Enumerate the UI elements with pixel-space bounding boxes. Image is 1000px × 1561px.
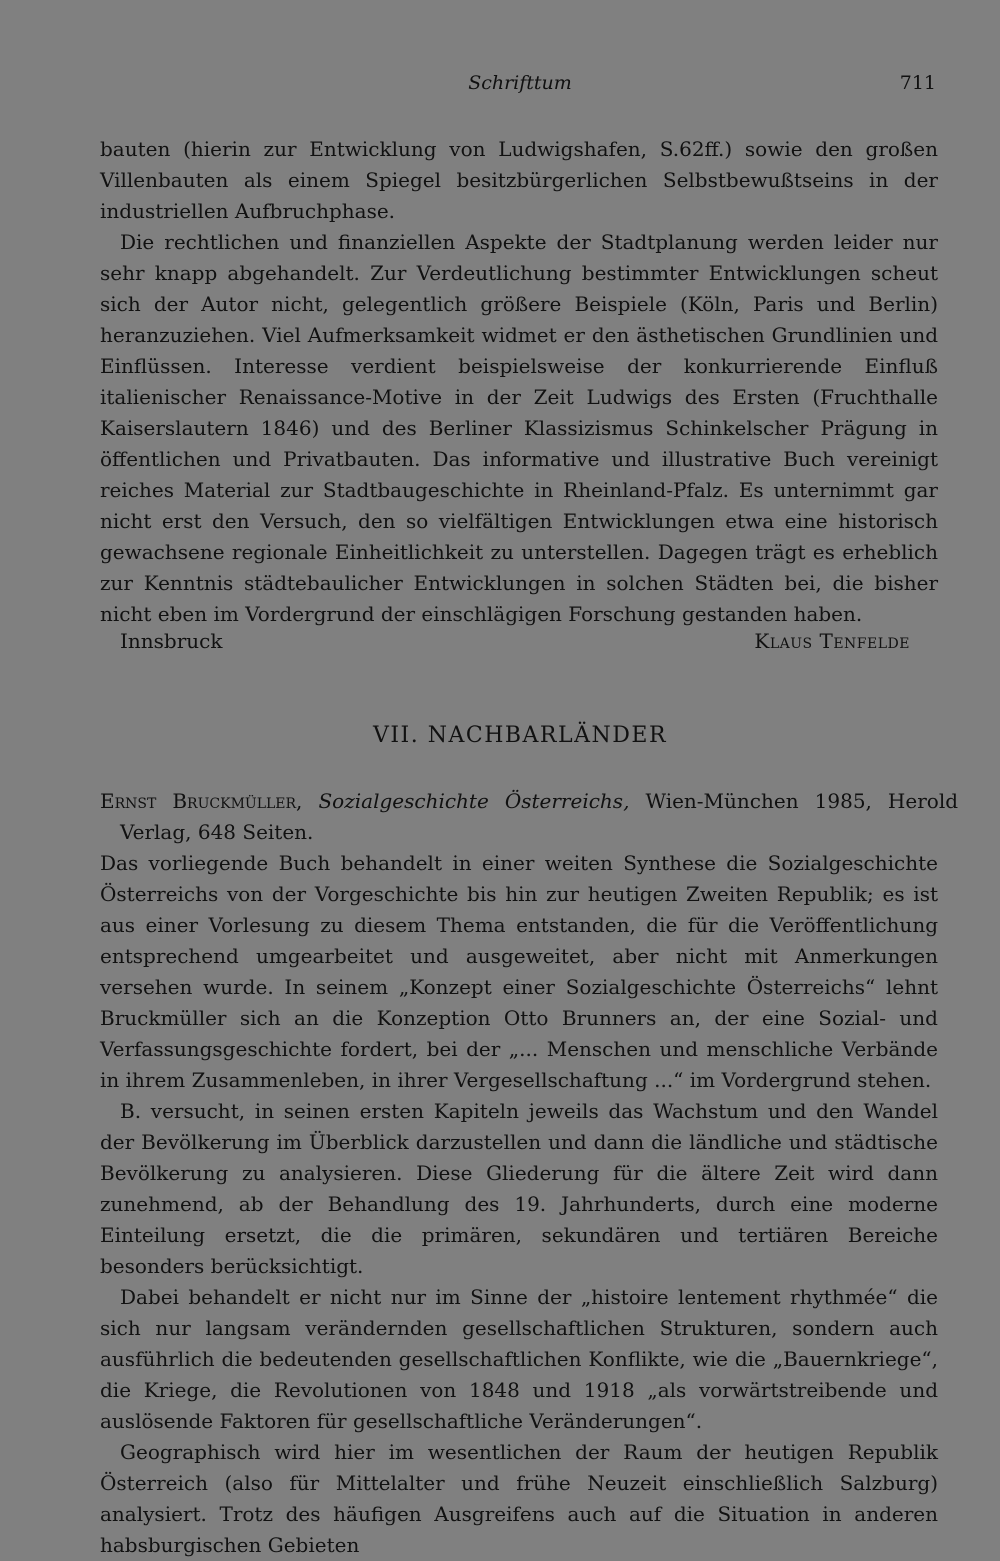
book-details: Wien-München 1985, Herold Verlag, 648 Seiten.: [120, 789, 959, 844]
running-header: [100, 72, 940, 100]
paragraph: B. versucht, in seinen ersten Kapiteln jeweils das Wachstum und den Wandel der Bevölkerung im Überblick darzustellen und dann die ländliche und städtische Bevölkerung zu analysieren. Diese Gliederung für die ältere Zeit wird dann zunehmend, ab der Behandlung des 19. Jahrhunderts, durch eine moderne Einteilung ersetzt, die die primären, sekundären und tertiären Bereiche besonders berücksichtigt.: [100, 1099, 938, 1278]
reviewer-name: Klaus Tenfelde: [754, 629, 910, 653]
previous-review-text: [100, 134, 938, 630]
book-title: Sozialgeschichte Österreichs,: [318, 789, 630, 813]
bibliographic-entry: [100, 786, 958, 848]
paragraph: Die rechtlichen und finanziellen Aspekte der Stadtplanung werden leider nur sehr knapp abgehandelt. Zur Verdeutlichung bestimmter Entwicklungen scheut sich der Autor nicht, gelegentlich größere Beispiele (Köln, Paris und Berlin) heranzuziehen. Viel Aufmerksamkeit widmet er den ästhetischen Grundlinien und Einflüssen. Interesse verdient beispielsweise der konkurrierende Einfluß italienischer Renaissance-Motive in der Zeit Ludwigs des Ersten (Fruchthalle Kaiserslautern 1846) und des Berliner Klassizismus Schinkelscher Prägung in öffentlichen und Privatbauten. Das informative und illustrative Buch vereinigt reiches Material zur Stadtbaugeschichte in Rheinland-Pfalz. Es unternimmt gar nicht erst den Versuch, den so vielfältigen Entwicklungen etwa eine historisch gewachsene regionale Einheitlichkeit zu unterstellen. Dagegen trägt es erheblich zur Kenntnis städtebaulicher Entwicklungen in solchen Städten bei, die bisher nicht eben im Vordergrund der einschlägigen Forschung gestanden haben.: [100, 230, 938, 626]
page-number: 711: [899, 72, 936, 94]
paragraph: Dabei behandelt er nicht nur im Sinne der „histoire lentement rhythmée“ die sich nur langsam verändernden gesellschaftlichen Strukturen, sondern auch ausführlich die bedeutenden gesellschaftlichen Konflikte, wie die „Bauernkriege“, die Kriege, die Revolutionen von 1848 und 1918 „als vorwärtstreibende und auslösende Faktoren für gesellschaftliche Veränderungen“.: [100, 1285, 938, 1433]
book-author: Ernst Bruckmüller,: [100, 789, 303, 813]
section-heading: VII. NACHBARLÄNDER: [372, 723, 668, 748]
review-signature: [120, 629, 910, 660]
paragraph: Geographisch wird hier im wesentlichen der Raum der heutigen Republik Österreich (also für Mittelalter und frühe Neuzeit einschließlich Salzburg) analysiert. Trotz des häufigen Ausgreifens auch auf die Situation in anderen habsburgischen Gebieten: [100, 1440, 938, 1557]
paragraph: bauten (hierin zur Entwicklung von Ludwigshafen, S.62ff.) sowie den großen Villenbauten als einem Spiegel besitzbürgerlichen Selbstbewußtseins in der industriellen Aufbruchphase.: [100, 137, 938, 223]
review-text: [100, 848, 938, 1561]
paragraph: Das vorliegende Buch behandelt in einer weiten Synthese die Sozialgeschichte Österreichs von der Vorgeschichte bis hin zur heutigen Zweiten Republik; es ist aus einer Vorlesung zu diesem Thema entstanden, die für die Veröffentlichung entsprechend umgearbeitet und ausgeweitet, aber nicht mit Anmerkungen versehen wurde. In seinem „Konzept einer Sozialgeschichte Österreichs“ lehnt Bruckmüller sich an die Konzeption Otto Brunners an, der eine Sozial- und Verfassungsgeschichte fordert, bei der „... Menschen und menschliche Verbände in ihrem Zusammenleben, in ihrer Vergesellschaftung ...“ im Vordergrund stehen.: [100, 851, 938, 1092]
running-header-title: Schrifttum: [468, 72, 572, 94]
review-place: Innsbruck: [120, 629, 223, 653]
